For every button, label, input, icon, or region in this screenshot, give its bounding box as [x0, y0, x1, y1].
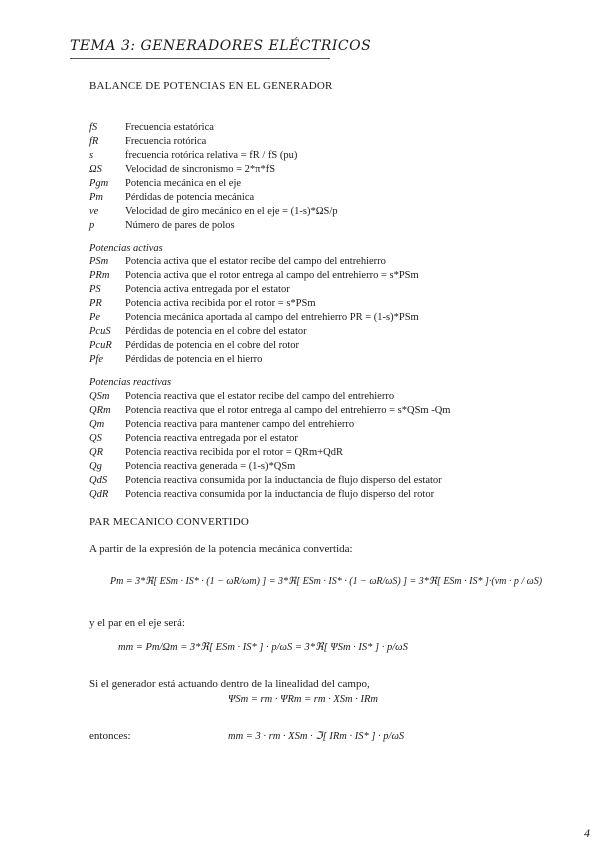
reactive-power-heading: Potencias reactivas: [89, 377, 172, 388]
definition-symbol: fS: [89, 122, 98, 133]
power-text: Potencia reactiva consumida por la inductancia de flujo disperso del estator: [125, 475, 442, 486]
section-title-torque: PAR MECANICO CONVERTIDO: [89, 516, 249, 528]
power-symbol: PRm: [89, 270, 110, 281]
power-symbol: Pfe: [89, 354, 103, 365]
power-text: Potencia reactiva generada = (1-s)*QSm: [125, 461, 296, 472]
power-text: Potencia activa que el estator recibe del campo del entrehierro: [125, 256, 386, 267]
power-symbol: Qg: [89, 461, 102, 472]
power-text: Potencia mecánica aportada al campo del entrehierro PR = (1-s)*PSm: [125, 312, 419, 323]
equation-torque-linear: mm = 3 · rm · XSm · ℑ[ IRm · IS* ] · p/ωS: [228, 731, 405, 742]
then-text: entonces:: [89, 730, 131, 742]
power-text: Potencia reactiva para mantener campo del entrehierro: [125, 419, 355, 430]
power-symbol: QS: [89, 433, 102, 444]
power-text: Potencia reactiva consumida por la inductancia de flujo disperso del rotor: [125, 489, 435, 500]
equation-mechanical-power: Pm = 3*ℜ[ ESm · IS* · (1 − ωR/ωm) ] = 3*ℜ[ ESm · IS* · (1 − ωR/ωS) ] = 3*ℜ[ ESm · IS* ]·(vm · p / ωS): [110, 576, 543, 587]
definition-symbol: ve: [89, 206, 99, 217]
definition-text: frecuencia rotórica relativa = fR / fS (pu): [125, 150, 298, 161]
power-symbol: QRm: [89, 405, 111, 416]
definition-text: Frecuencia rotórica: [125, 136, 207, 147]
power-symbol: PR: [89, 298, 102, 309]
definition-text: Frecuencia estatórica: [125, 122, 214, 133]
page-number: 4: [584, 826, 590, 840]
definition-symbol: Pgm: [89, 178, 109, 189]
power-text: Pérdidas de potencia en el cobre del rotor: [125, 340, 300, 351]
power-symbol: PcuS: [89, 326, 111, 337]
definition-symbol: s: [89, 150, 94, 161]
power-text: Pérdidas de potencia en el hierro: [125, 354, 263, 365]
power-symbol: Qm: [89, 419, 105, 430]
handwritten-heading: TEMA 3: GENERADORES ELÉCTRICOS: [70, 38, 372, 54]
power-symbol: PS: [89, 284, 101, 295]
definition-symbol: ΩS: [89, 164, 102, 175]
equation-flux: ΨSm = rm · ΨRm = rm · XSm · IRm: [228, 694, 378, 705]
definition-text: Velocidad de giro mecánico en el eje = (1-s)*ΩS/p: [125, 206, 338, 217]
section-title-balance: BALANCE DE POTENCIAS EN EL GENERADOR: [89, 80, 333, 92]
definition-text: Pérdidas de potencia mecánica: [125, 192, 255, 203]
power-symbol: QdR: [89, 489, 109, 500]
power-symbol: Pe: [89, 312, 101, 323]
definition-symbol: fR: [89, 136, 99, 147]
power-text: Pérdidas de potencia en el cobre del estator: [125, 326, 307, 337]
power-symbol: QSm: [89, 391, 110, 402]
torque-axis-text: y el par en el eje será:: [89, 617, 185, 629]
power-symbol: QdS: [89, 475, 108, 486]
power-text: Potencia activa recibida por el rotor = s*PSm: [125, 298, 316, 309]
power-text: Potencia reactiva recibida por el rotor = QRm+QdR: [125, 447, 343, 458]
power-text: Potencia activa que el rotor entrega al campo del entrehierro = s*PSm: [125, 270, 419, 281]
definition-text: Velocidad de sincronismo = 2*π*fS: [125, 164, 276, 175]
linearity-text: Si el generador está actuando dentro de la linealidad del campo,: [89, 678, 370, 690]
power-text: Potencia activa entregada por el estator: [125, 284, 290, 295]
power-text: Potencia reactiva que el estator recibe del campo del entrehierro: [125, 391, 395, 402]
power-symbol: PSm: [89, 256, 109, 267]
power-text: Potencia reactiva entregada por el estator: [125, 433, 298, 444]
torque-intro-text: A partir de la expresión de la potencia mecánica convertida:: [89, 543, 353, 555]
equation-torque: mm = Pm/Ωm = 3*ℜ[ ESm · IS* ] · p/ωS = 3*ℜ[ ΨSm · IS* ] · p/ωS: [118, 642, 408, 653]
definition-symbol: p: [89, 220, 95, 231]
active-power-heading: Potencias activas: [89, 243, 163, 254]
power-symbol: QR: [89, 447, 103, 458]
power-text: Potencia reactiva que el rotor entrega al campo del entrehierro = s*QSm -Qm: [125, 405, 451, 416]
definition-text: Potencia mecánica en el eje: [125, 178, 242, 189]
definition-symbol: Pm: [89, 192, 103, 203]
definition-text: Número de pares de polos: [125, 220, 235, 231]
power-symbol: PcuR: [89, 340, 112, 351]
heading-underline: [70, 58, 330, 59]
